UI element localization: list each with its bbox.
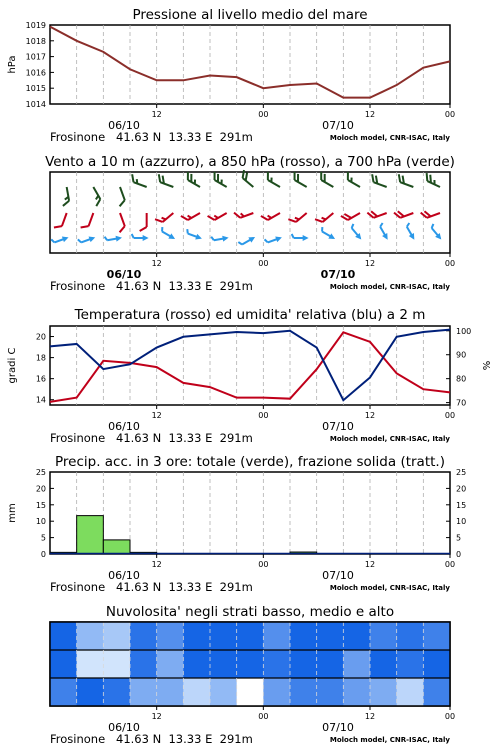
y-tick-label-right: 70	[456, 398, 467, 408]
panel-1	[7, 7, 455, 144]
x-tick-label: 12	[151, 259, 162, 268]
wind-barb	[348, 224, 364, 242]
cloud-cell	[210, 678, 237, 707]
x-tick-label: 00	[258, 411, 269, 420]
location-coords: 41.63 N 13.33 E 291m	[116, 130, 253, 144]
wind-barb	[288, 208, 306, 225]
model-credit: Moloch model, CNR-ISAC, Italy	[329, 283, 450, 291]
wind-barb	[208, 207, 227, 222]
date-label: 06/10	[108, 119, 140, 132]
x-tick-label: 00	[444, 259, 456, 268]
barb-shaft	[400, 182, 413, 187]
cloud-cell	[370, 650, 397, 679]
cloud-cell	[210, 622, 237, 651]
date-label: 06/10	[106, 268, 142, 281]
cloud-cell	[237, 622, 264, 651]
y-tick-label: 18	[35, 353, 46, 363]
date-label: 07/10	[322, 721, 354, 734]
barb-shaft	[321, 180, 333, 187]
barb-arrowhead	[382, 233, 390, 241]
y-tick-label: 0	[40, 550, 46, 559]
wind-barb	[292, 234, 309, 241]
barb-flag	[211, 172, 218, 180]
x-tick-label: 12	[364, 110, 376, 119]
barb-flag	[155, 217, 163, 225]
wind-barb	[60, 187, 70, 206]
plot-frame	[50, 25, 450, 104]
wind-barb	[370, 174, 389, 187]
barb-arrowhead	[168, 233, 176, 241]
barb-shaft	[374, 182, 387, 187]
x-tick-label: 00	[444, 712, 456, 721]
date-label: 07/10	[322, 569, 354, 582]
wind-barb	[78, 234, 96, 246]
wind-barb	[155, 208, 173, 225]
barb-arrowhead	[62, 234, 70, 242]
cloud-cell	[397, 678, 424, 707]
panel-title: Vento a 10 m (azzurro), a 850 hPa (rosso), a 700 hPa (verde)	[45, 154, 455, 170]
barb-flag	[184, 172, 191, 180]
date-label: 06/10	[108, 420, 140, 433]
x-tick-label: 00	[258, 560, 269, 569]
barb-flag	[208, 214, 215, 222]
barb-half-flag	[105, 236, 108, 240]
barb-flag	[315, 217, 323, 225]
y-tick-label: 1017	[25, 52, 46, 62]
cloud-cell	[317, 678, 344, 707]
x-tick-label: 00	[258, 712, 269, 721]
barb-arrowhead	[248, 234, 256, 242]
barb-arrowhead	[328, 233, 336, 241]
cloud-cell	[370, 678, 397, 707]
barb-flag	[140, 227, 147, 231]
wind-barb	[140, 213, 147, 231]
cloud-cell	[50, 622, 77, 651]
barb-arrowhead	[409, 233, 417, 241]
barb-flag	[54, 224, 62, 230]
barb-flag	[261, 214, 268, 222]
y-axis-label: hPa	[7, 55, 18, 74]
wind-barb	[113, 187, 126, 206]
barb-shaft	[296, 213, 307, 222]
barb-shaft	[160, 182, 173, 187]
barb-half-flag	[430, 224, 434, 228]
barb-half-flag	[292, 234, 294, 238]
panel-2	[45, 154, 455, 293]
barb-half-flag	[51, 239, 54, 243]
cloud-cell	[183, 678, 210, 707]
barb-shaft	[120, 213, 125, 226]
barb-flag	[130, 174, 136, 182]
barb-half-flag	[78, 239, 81, 243]
wind-barb	[341, 207, 360, 222]
barb-shaft	[120, 187, 125, 200]
barb-flag	[288, 217, 296, 225]
wind-barb	[185, 229, 203, 241]
barb-arrowhead	[275, 234, 283, 242]
barb-shaft	[323, 213, 334, 222]
wind-barb	[261, 207, 280, 222]
cloud-cell	[130, 622, 157, 651]
panel-5	[50, 604, 455, 746]
x-tick-label: 12	[151, 560, 162, 569]
barb-half-flag	[350, 224, 354, 228]
y-tick-label: 1018	[25, 36, 46, 46]
y-tick-label-right: 20	[456, 484, 467, 494]
date-label: 06/10	[108, 569, 140, 582]
wind-barb	[51, 234, 69, 246]
wind-barb	[396, 174, 415, 187]
wind-barb	[81, 211, 94, 230]
y-axis-label-right: %	[482, 360, 493, 371]
cloud-cell	[317, 650, 344, 679]
barb-arrowhead	[89, 234, 97, 242]
barb-flag	[118, 200, 126, 206]
y-tick-label: 20	[35, 332, 46, 342]
wind-barb	[265, 234, 283, 246]
y-tick-label: 1019	[25, 21, 46, 30]
cloud-cell	[370, 622, 397, 651]
cloud-cell	[263, 622, 290, 651]
precip-bar	[103, 540, 130, 554]
barb-half-flag	[320, 227, 324, 231]
cloud-cell	[423, 622, 450, 651]
location-coords: 41.63 N 13.33 E 291m	[116, 580, 253, 594]
barb-flag	[156, 174, 162, 182]
barb-shaft	[268, 180, 280, 187]
wind-barb	[291, 172, 310, 187]
y-tick-label-right: 80	[456, 374, 467, 384]
y-tick-label-right: 100	[456, 326, 472, 336]
x-tick-label: 00	[444, 110, 456, 119]
barb-flag	[291, 172, 298, 180]
cloud-cell	[77, 622, 104, 651]
barb-shaft	[62, 213, 67, 226]
wind-barb	[315, 208, 333, 225]
y-axis-label: mm	[7, 503, 18, 523]
location-name: Frosinone	[50, 130, 106, 144]
y-tick-label: 16	[35, 374, 46, 384]
wind-barb	[159, 227, 177, 242]
location-coords: 41.63 N 13.33 E 291m	[116, 732, 253, 746]
barb-shaft	[163, 213, 174, 222]
panel-3	[7, 307, 493, 445]
wind-barb	[130, 174, 149, 187]
y-axis-label: gradi C	[7, 347, 18, 384]
cloud-cell	[263, 650, 290, 679]
y-tick-label-right: 15	[456, 500, 467, 510]
barb-flag	[264, 172, 271, 180]
panel-title: Pressione al livello medio del mare	[132, 7, 368, 23]
y-tick-label: 1015	[25, 84, 46, 94]
cloud-cell	[317, 622, 344, 651]
cloud-cell	[343, 678, 370, 707]
wind-barb	[87, 187, 102, 206]
barb-half-flag	[238, 241, 242, 245]
model-credit: Moloch model, CNR-ISAC, Italy	[329, 584, 450, 592]
cloud-cell	[77, 678, 104, 707]
panel-title: Temperatura (rosso) ed umidita' relativa (blu) a 2 m	[74, 307, 426, 323]
barb-shaft	[243, 178, 254, 187]
wind-barb	[184, 172, 203, 187]
barb-shaft	[89, 213, 94, 226]
x-tick-label: 12	[364, 560, 376, 569]
wind-barb	[211, 172, 230, 187]
barb-half-flag	[132, 234, 134, 238]
barb-arrowhead	[116, 235, 123, 242]
barb-half-flag	[211, 236, 214, 240]
y-tick-label: 5	[40, 533, 46, 543]
date-label: 06/10	[108, 721, 140, 734]
cloud-cell	[343, 650, 370, 679]
cloud-cell	[290, 622, 317, 651]
barb-half-flag	[186, 229, 189, 233]
x-tick-label: 12	[364, 411, 376, 420]
barb-half-flag	[265, 239, 268, 243]
wind-barb	[113, 213, 126, 232]
cloud-cell	[157, 650, 184, 679]
wind-barb	[156, 174, 175, 187]
x-tick-label: 00	[444, 411, 456, 420]
date-label: 07/10	[322, 420, 354, 433]
cloud-cell	[157, 678, 184, 707]
barb-flag	[370, 174, 376, 182]
cloud-cell	[290, 650, 317, 679]
location-name: Frosinone	[50, 732, 106, 746]
location-coords: 41.63 N 13.33 E 291m	[116, 431, 253, 445]
wind-barb	[105, 234, 123, 244]
date-label: 07/10	[322, 119, 354, 132]
barb-arrowhead	[195, 234, 203, 242]
barb-flag	[62, 201, 70, 206]
cloud-cell	[210, 650, 237, 679]
location-name: Frosinone	[50, 580, 106, 594]
wind-barb	[264, 172, 283, 187]
y-tick-label-right: 25	[456, 468, 467, 477]
wind-barb	[238, 234, 256, 249]
cloud-cell	[290, 678, 317, 707]
barb-flag	[118, 226, 126, 232]
pressure-line	[50, 27, 450, 98]
barb-flag	[181, 214, 188, 222]
barb-arrowhead	[222, 235, 229, 242]
y-tick-label: 25	[35, 468, 46, 477]
wind-barb	[428, 224, 444, 242]
y-tick-label-right: 5	[456, 533, 462, 543]
y-tick-label: 10	[35, 517, 46, 527]
model-credit: Moloch model, CNR-ISAC, Italy	[329, 134, 450, 142]
cloud-cell	[50, 678, 77, 707]
barb-flag	[234, 211, 240, 219]
barb-flag	[318, 172, 325, 180]
wind-barb	[319, 227, 337, 242]
y-tick-label: 15	[35, 500, 46, 510]
x-tick-label: 12	[364, 259, 376, 268]
cloud-cell	[237, 650, 264, 679]
wind-barb	[377, 223, 392, 241]
barb-flag	[81, 224, 89, 230]
y-tick-label-right: 0	[456, 550, 462, 559]
precip-bar	[77, 516, 104, 554]
x-tick-label: 12	[151, 411, 162, 420]
wind-barb	[424, 173, 443, 187]
x-tick-label: 00	[258, 110, 269, 119]
cloud-cell	[397, 650, 424, 679]
cloud-cell	[423, 678, 450, 707]
wind-barb	[403, 223, 418, 241]
x-tick-label: 12	[151, 712, 162, 721]
cloud-cell	[263, 678, 290, 707]
cloud-cell	[103, 622, 130, 651]
model-credit: Moloch model, CNR-ISAC, Italy	[329, 736, 450, 744]
wind-barb	[181, 207, 200, 222]
y-tick-label: 14	[35, 395, 46, 405]
x-tick-label: 12	[364, 712, 376, 721]
wind-barb	[318, 172, 337, 187]
y-tick-label-right: 90	[456, 350, 467, 360]
y-tick-label: 1014	[25, 100, 46, 109]
cloud-cell	[343, 622, 370, 651]
barb-arrowhead	[143, 235, 149, 241]
model-credit: Moloch model, CNR-ISAC, Italy	[329, 435, 450, 443]
cloud-cell	[103, 650, 130, 679]
cloud-cell	[77, 650, 104, 679]
cloud-cell	[103, 678, 130, 707]
location-coords: 41.63 N 13.33 E 291m	[116, 279, 253, 293]
panel-title: Nuvolosita' negli strati basso, medio e alto	[105, 604, 395, 620]
location-name: Frosinone	[50, 279, 106, 293]
location-name: Frosinone	[50, 431, 106, 445]
barb-half-flag	[379, 223, 383, 227]
barb-shaft	[295, 180, 307, 187]
y-tick-label: 20	[35, 484, 46, 494]
cloud-cell	[157, 622, 184, 651]
barb-shaft	[348, 180, 360, 187]
wind-barb	[54, 211, 67, 230]
cloud-cell	[130, 650, 157, 679]
x-tick-label: 00	[444, 560, 456, 569]
barb-flag	[396, 174, 402, 182]
y-tick-label-right: 10	[456, 517, 467, 527]
x-tick-label: 12	[151, 110, 162, 119]
date-label: 07/10	[320, 268, 356, 281]
cloud-cell	[183, 650, 210, 679]
x-tick-label: 00	[258, 259, 269, 268]
cloud-cell	[423, 650, 450, 679]
barb-arrowhead	[303, 235, 309, 241]
barb-flag	[344, 172, 351, 180]
cloud-cell	[183, 622, 210, 651]
barb-flag	[94, 199, 102, 206]
panel-title: Precip. acc. in 3 ore: totale (verde), frazione solida (tratt.)	[55, 454, 445, 470]
barb-flag	[424, 173, 431, 181]
barb-half-flag	[160, 227, 164, 231]
barb-shaft	[134, 182, 147, 187]
cloud-cell	[237, 678, 264, 707]
y-tick-label: 1016	[25, 68, 46, 78]
wind-barb	[211, 234, 229, 244]
panel-4	[7, 454, 466, 594]
cloud-cell	[130, 678, 157, 707]
wind-barb	[344, 172, 363, 187]
wind-barb	[132, 234, 149, 241]
cloud-cell	[50, 650, 77, 679]
cloud-cell	[397, 622, 424, 651]
barb-half-flag	[406, 223, 410, 227]
